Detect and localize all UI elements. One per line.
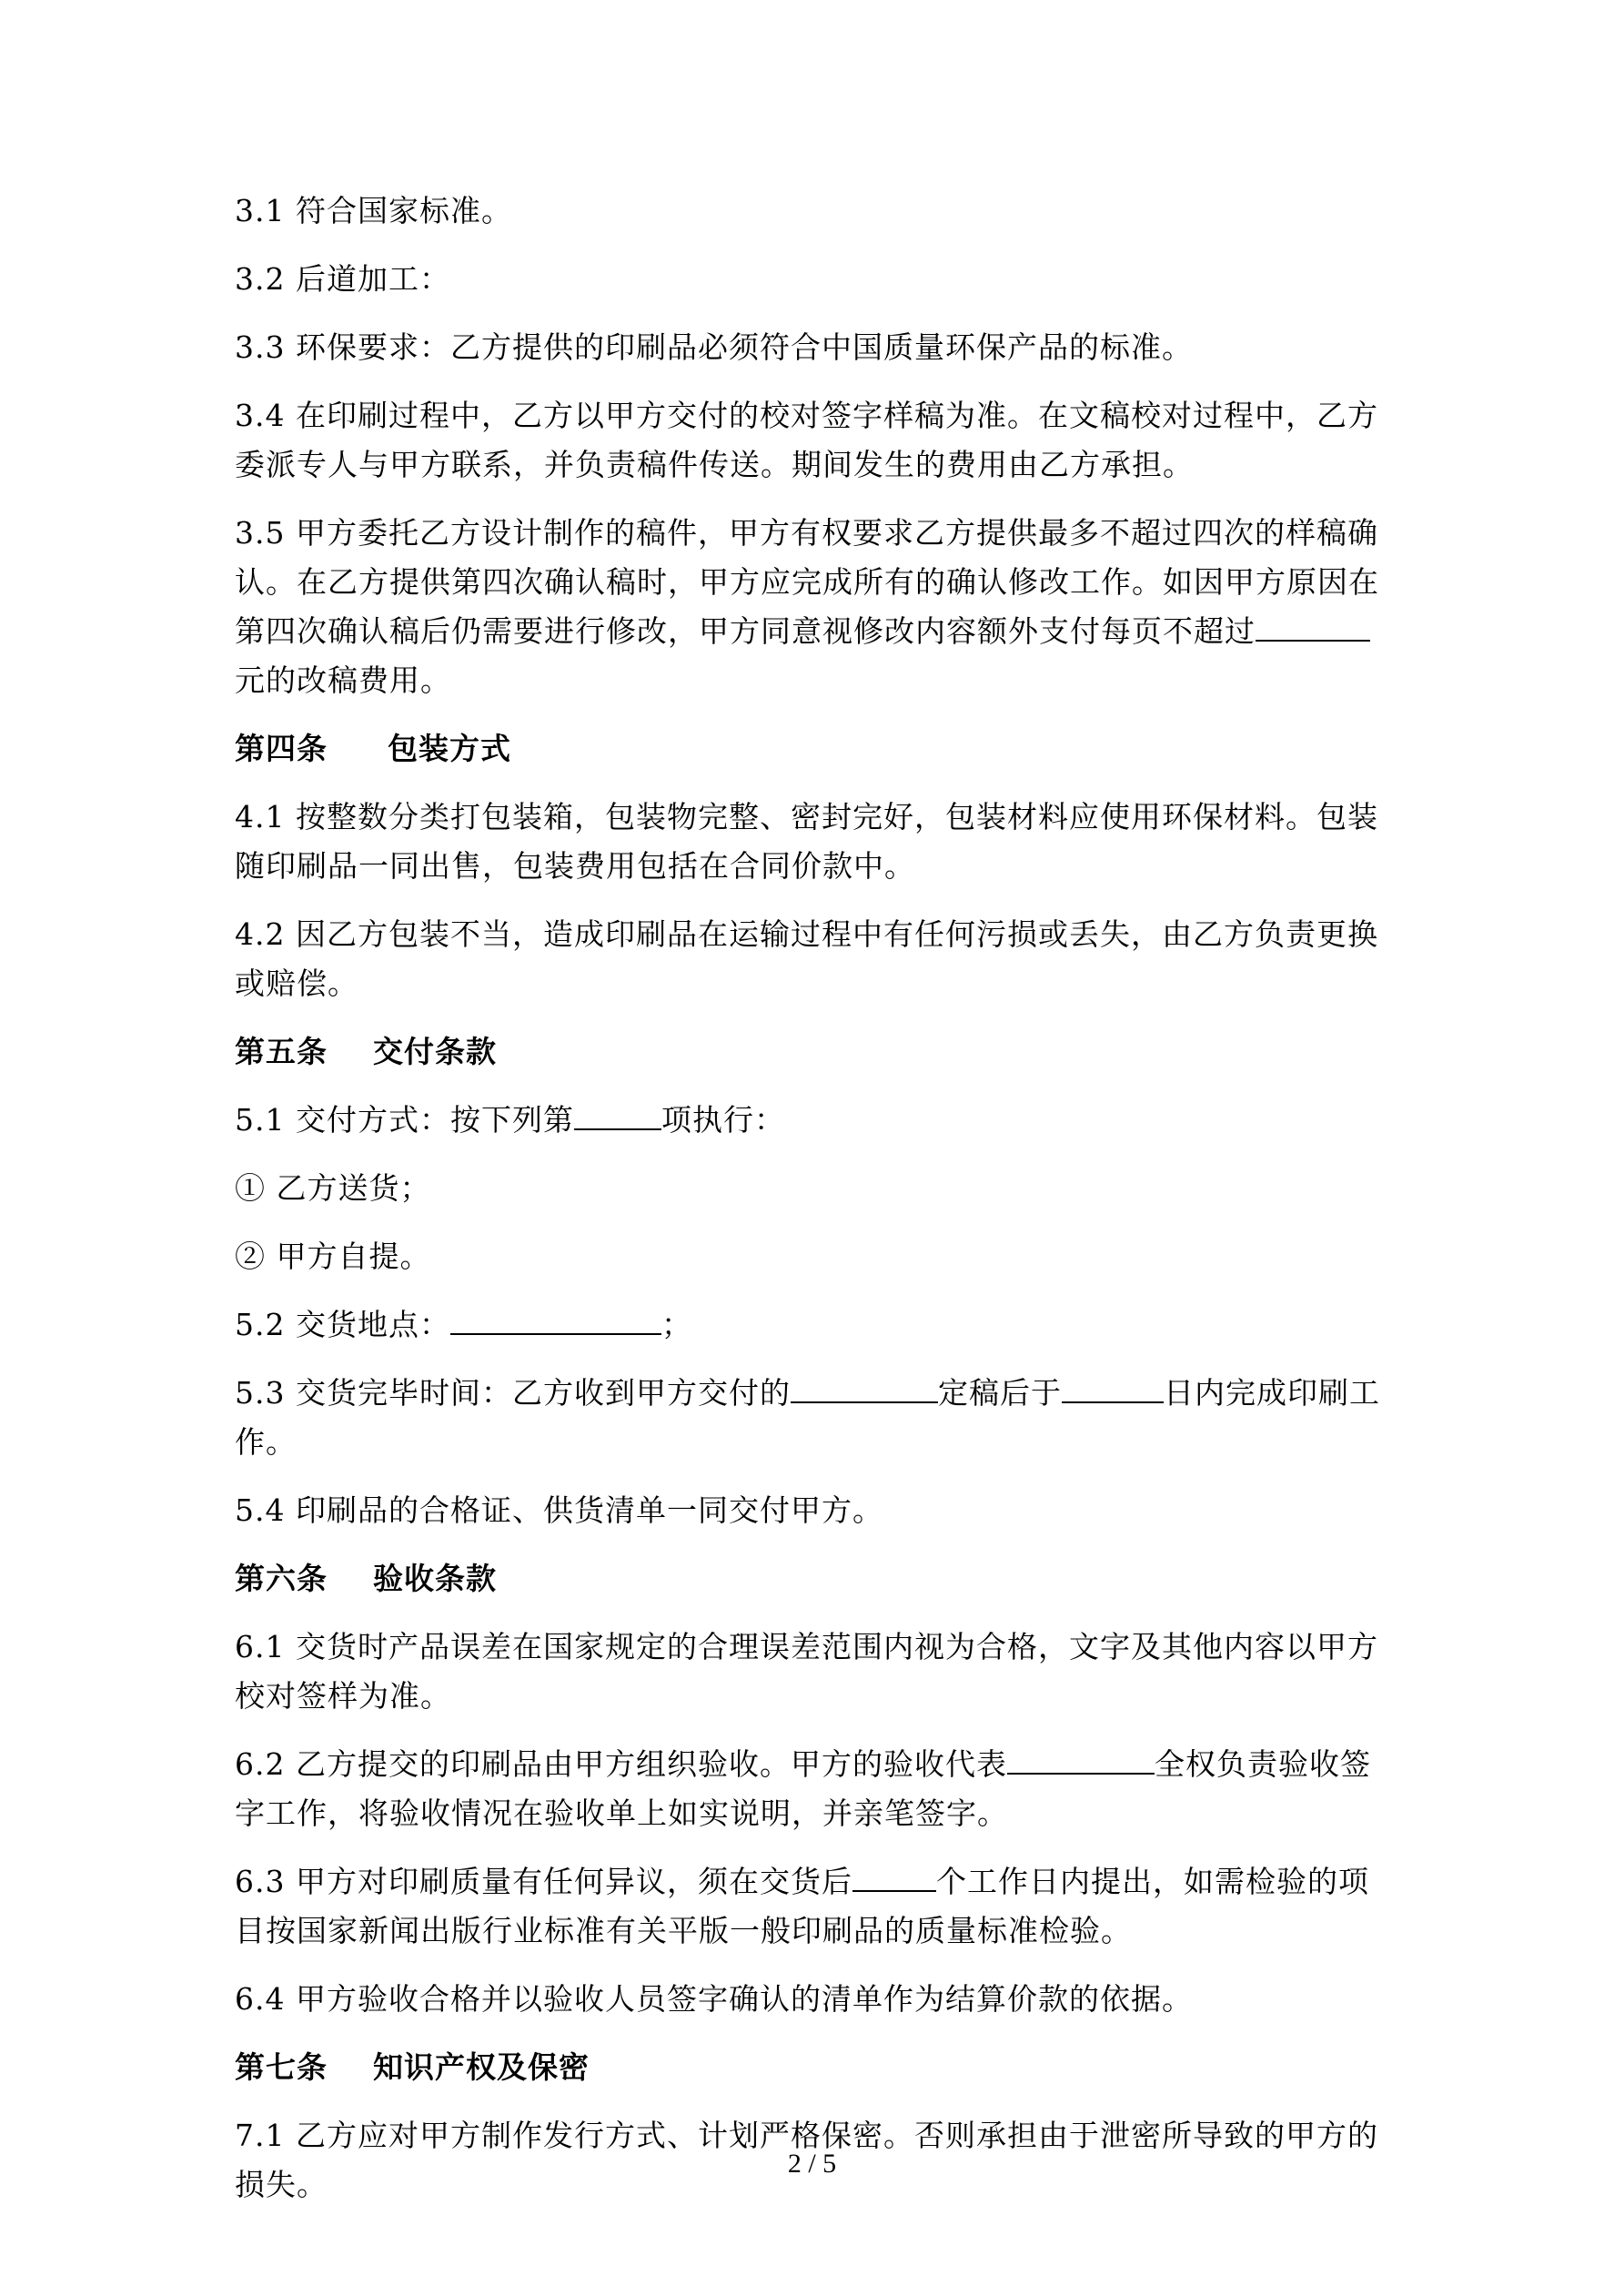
clause-3-4: 3.4 在印刷过程中，乙方以甲方交付的校对签字样稿为准。在文稿校对过程中，乙方委派专人与甲方联系，并负责稿件传送。期间发生的费用由乙方承担。 bbox=[235, 398, 1378, 482]
clause-5-3-text-c: 日内完成印刷工作。 bbox=[235, 1375, 1380, 1460]
article-7-number: 第七条 bbox=[235, 2049, 328, 2085]
fill-blank-working-days bbox=[852, 1863, 936, 1892]
clause-5-1-text-b: 项执行： bbox=[661, 1102, 785, 1138]
clause-6-2-text-b: 全权负责验收签字工作，将验收情况在验收单上如实说明，并亲笔签字。 bbox=[235, 1746, 1371, 1831]
clause-5-2 bbox=[235, 1300, 1399, 1350]
fill-blank-representative bbox=[1007, 1745, 1155, 1775]
clause-3-5-text-a: 3.5 甲方委托乙方设计制作的稿件，甲方有权要求乙方提供最多不超过四次的样稿确认。在乙方提供第四次确认稿时，甲方应完成所有的确认修改工作。如因甲方原因在第四次确认稿后仍需要进行修改，甲方同意视修改内容额外支付每页不超过 bbox=[235, 515, 1379, 649]
article-6-title: 验收条款 bbox=[373, 1561, 497, 1596]
article-6-number: 第六条 bbox=[235, 1561, 328, 1596]
fill-blank-delivery-option bbox=[574, 1101, 661, 1130]
clause-5-3-text-b: 定稿后于 bbox=[937, 1375, 1062, 1411]
article-4-heading bbox=[235, 724, 1399, 774]
clause-3-5 bbox=[235, 509, 1399, 705]
article-7-heading bbox=[235, 2043, 1399, 2092]
clause-6-3 bbox=[235, 1857, 1399, 1956]
article-4-number: 第四条 bbox=[235, 731, 328, 766]
clause-3-1: 3.1 符合国家标准。 bbox=[235, 193, 512, 228]
clause-5-1-text-a: 5.1 交付方式：按下列第 bbox=[235, 1102, 574, 1138]
clause-6-3-text-a: 6.3 甲方对印刷质量有任何异议，须在交货后 bbox=[235, 1864, 852, 1899]
clause-5-2-text-b: ； bbox=[661, 1307, 692, 1342]
article-4-title: 包装方式 bbox=[388, 731, 511, 766]
fill-blank-delivery-location bbox=[450, 1306, 661, 1335]
clause-6-3-text-b: 个工作日内提出，如需检验的项目按国家新闻出版行业标准有关平版一般印刷品的质量标准检验。 bbox=[235, 1864, 1369, 1948]
article-7-title: 知识产权及保密 bbox=[373, 2049, 590, 2085]
fill-blank-days bbox=[1062, 1374, 1164, 1403]
fill-blank-final-draft bbox=[791, 1374, 938, 1403]
clause-5-2-text-a: 5.2 交货地点： bbox=[235, 1307, 450, 1342]
clause-7-1: 7.1 乙方应对甲方制作发行方式、计划严格保密。否则承担由于泄密所导致的甲方的损失。 bbox=[235, 2118, 1378, 2202]
article-5-title: 交付条款 bbox=[373, 1034, 497, 1069]
fill-blank-fee bbox=[1256, 612, 1370, 642]
document-body bbox=[235, 187, 1399, 2229]
clause-5-4: 5.4 印刷品的合格证、供货清单一同交付甲方。 bbox=[235, 1492, 883, 1528]
clause-3-5-text-b: 元的改稿费用。 bbox=[235, 663, 451, 698]
clause-3-2: 3.2 后道加工： bbox=[235, 261, 450, 297]
clause-6-2-text-a: 6.2 乙方提交的印刷品由甲方组织验收。甲方的验收代表 bbox=[235, 1746, 1007, 1782]
clause-4-2: 4.2 因乙方包装不当，造成印刷品在运输过程中有任何污损或丢失，由乙方负责更换或赔偿。 bbox=[235, 916, 1378, 1001]
article-5-heading bbox=[235, 1027, 1399, 1077]
clause-6-2 bbox=[235, 1740, 1399, 1838]
option-seller-delivery: ① 乙方送货； bbox=[235, 1170, 431, 1206]
article-6-heading bbox=[235, 1554, 1399, 1603]
article-5-number: 第五条 bbox=[235, 1034, 328, 1069]
clause-6-4: 6.4 甲方验收合格并以验收人员签字确认的清单作为结算价款的依据。 bbox=[235, 1981, 1193, 2017]
option-buyer-pickup: ② 甲方自提。 bbox=[235, 1239, 431, 1274]
page-number: 2 / 5 bbox=[787, 2149, 837, 2179]
clause-4-1: 4.1 按整数分类打包装箱，包装物完整、密封完好，包装材料应使用环保材料。包装随印刷品一同出售，包装费用包括在合同价款中。 bbox=[235, 799, 1378, 884]
clause-3-3: 3.3 环保要求：乙方提供的印刷品必须符合中国质量环保产品的标准。 bbox=[235, 329, 1193, 365]
clause-5-3 bbox=[235, 1369, 1399, 1467]
clause-5-3-text-a: 5.3 交货完毕时间：乙方收到甲方交付的 bbox=[235, 1375, 791, 1411]
clause-5-1 bbox=[235, 1096, 1399, 1145]
clause-6-1: 6.1 交货时产品误差在国家规定的合理误差范围内视为合格，文字及其他内容以甲方校对签样为准。 bbox=[235, 1629, 1378, 1714]
